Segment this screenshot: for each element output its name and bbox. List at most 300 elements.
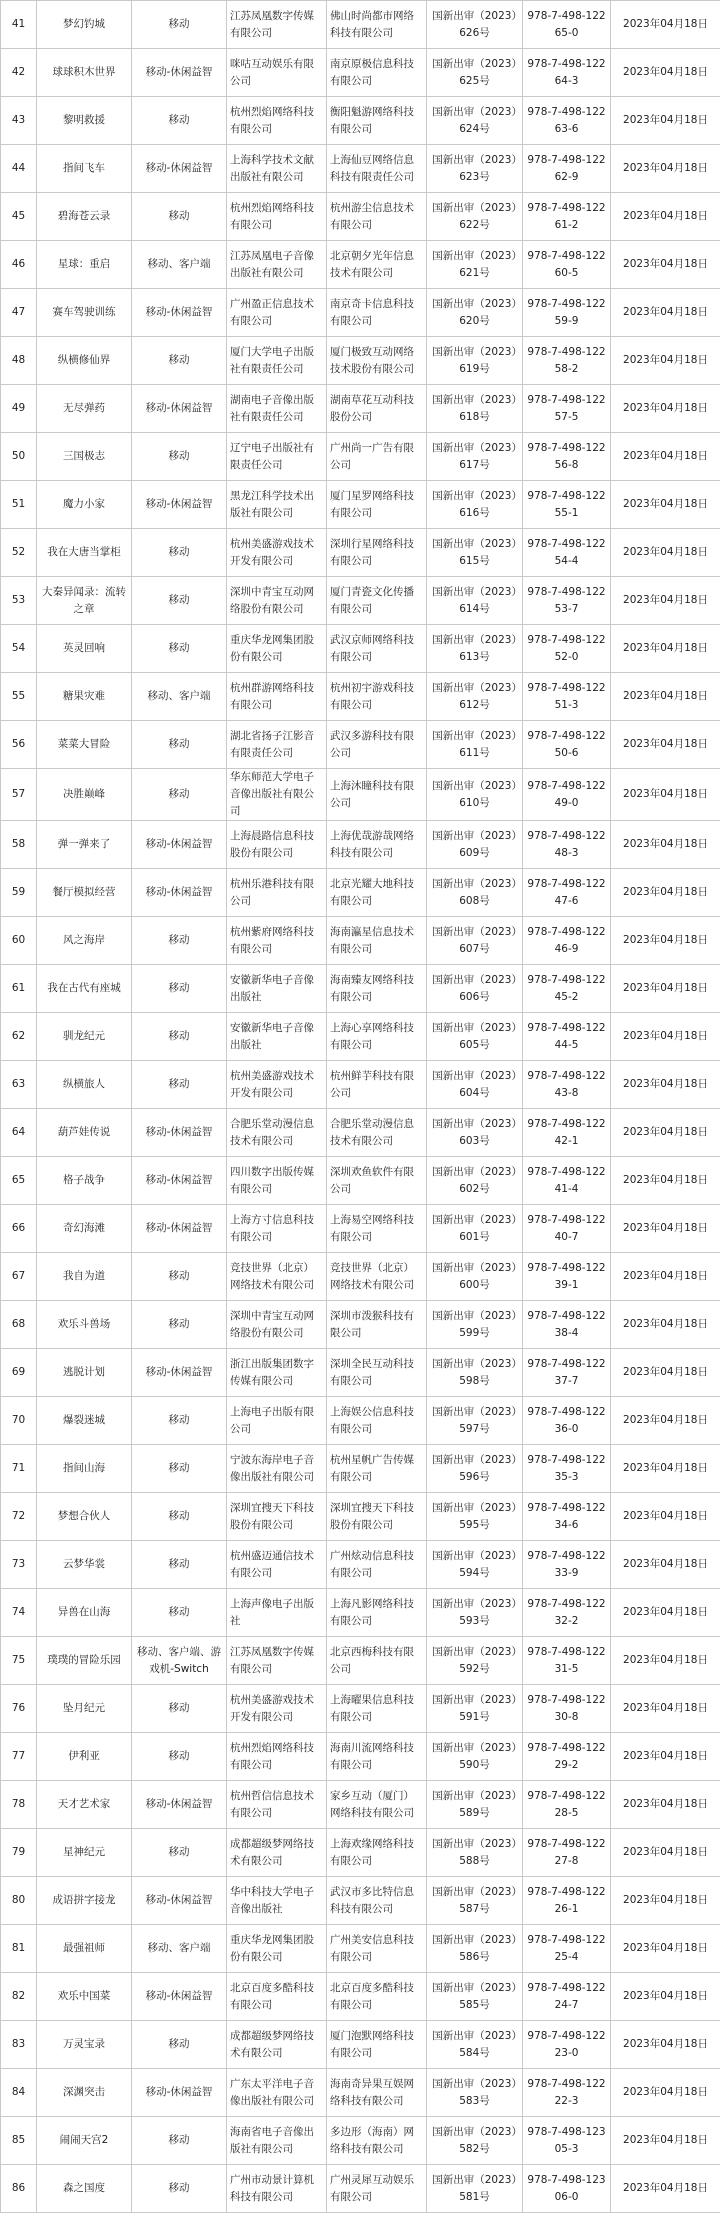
approval-date-cell: 2023年04月18日 bbox=[611, 1109, 720, 1157]
approval-number-cell: 国新出审（2023）594号 bbox=[427, 1541, 523, 1589]
isbn-cell: 978-7-498-12259-9 bbox=[523, 289, 611, 337]
approval-number-cell: 国新出审（2023）608号 bbox=[427, 869, 523, 917]
approval-date-cell: 2023年04月18日 bbox=[611, 869, 720, 917]
game-name-cell: 球球积木世界 bbox=[37, 49, 132, 97]
publisher-cell: 辽宁电子出版社有限责任公司 bbox=[227, 433, 327, 481]
category-cell: 移动 bbox=[132, 1493, 227, 1541]
serial-number-cell: 81 bbox=[1, 1925, 37, 1973]
approval-number-cell: 国新出审（2023）596号 bbox=[427, 1445, 523, 1493]
approval-date-cell: 2023年04月18日 bbox=[611, 721, 720, 769]
serial-number-cell: 50 bbox=[1, 433, 37, 481]
game-name-cell: 英灵回响 bbox=[37, 625, 132, 673]
approval-number-cell: 国新出审（2023）590号 bbox=[427, 1733, 523, 1781]
operator-cell: 北京光耀大地科技有限公司 bbox=[327, 869, 427, 917]
game-name-cell: 格子战争 bbox=[37, 1157, 132, 1205]
category-cell: 移动 bbox=[132, 1013, 227, 1061]
operator-cell: 竞技世界（北京）网络技术有限公司 bbox=[327, 1253, 427, 1301]
approval-number-cell: 国新出审（2023）622号 bbox=[427, 193, 523, 241]
isbn-cell: 978-7-498-12306-0 bbox=[523, 2165, 611, 2213]
table-row bbox=[1, 2117, 720, 2165]
isbn-cell: 978-7-498-12234-6 bbox=[523, 1493, 611, 1541]
category-cell: 移动 bbox=[132, 625, 227, 673]
category-cell: 移动 bbox=[132, 721, 227, 769]
operator-cell: 上海沐瞳科技有限公司 bbox=[327, 769, 427, 821]
isbn-cell: 978-7-498-12231-5 bbox=[523, 1637, 611, 1685]
operator-cell: 多边形（海南）网络科技有限公司 bbox=[327, 2117, 427, 2165]
serial-number-cell: 65 bbox=[1, 1157, 37, 1205]
operator-cell: 上海易空网络科技有限公司 bbox=[327, 1205, 427, 1253]
approval-number-cell: 国新出审（2023）609号 bbox=[427, 821, 523, 869]
category-cell: 移动-休闲益智 bbox=[132, 1349, 227, 1397]
approval-number-cell: 国新出审（2023）602号 bbox=[427, 1157, 523, 1205]
approval-date-cell: 2023年04月18日 bbox=[611, 1637, 720, 1685]
serial-number-cell: 42 bbox=[1, 49, 37, 97]
approval-date-cell: 2023年04月18日 bbox=[611, 1205, 720, 1253]
approval-number-cell: 国新出审（2023）607号 bbox=[427, 917, 523, 965]
isbn-cell: 978-7-498-12263-6 bbox=[523, 97, 611, 145]
game-name-cell: 无尽弹药 bbox=[37, 385, 132, 433]
category-cell: 移动-休闲益智 bbox=[132, 1205, 227, 1253]
operator-cell: 广州尚一广告有限公司 bbox=[327, 433, 427, 481]
table-row bbox=[1, 1, 720, 49]
isbn-cell: 978-7-498-12248-3 bbox=[523, 821, 611, 869]
table-row bbox=[1, 1109, 720, 1157]
approval-number-cell: 国新出审（2023）610号 bbox=[427, 769, 523, 821]
serial-number-cell: 53 bbox=[1, 577, 37, 625]
game-name-cell: 魔力小家 bbox=[37, 481, 132, 529]
isbn-cell: 978-7-498-12223-0 bbox=[523, 2021, 611, 2069]
category-cell: 移动 bbox=[132, 577, 227, 625]
table-row bbox=[1, 2021, 720, 2069]
category-cell: 移动-休闲益智 bbox=[132, 145, 227, 193]
operator-cell: 武汉京师网络科技有限公司 bbox=[327, 625, 427, 673]
table-row bbox=[1, 529, 720, 577]
isbn-cell: 978-7-498-12242-1 bbox=[523, 1109, 611, 1157]
isbn-cell: 978-7-498-12251-3 bbox=[523, 673, 611, 721]
category-cell: 移动-休闲益智 bbox=[132, 385, 227, 433]
category-cell: 移动 bbox=[132, 1445, 227, 1493]
isbn-cell: 978-7-498-12257-5 bbox=[523, 385, 611, 433]
category-cell: 移动 bbox=[132, 97, 227, 145]
approval-number-cell: 国新出审（2023）616号 bbox=[427, 481, 523, 529]
isbn-cell: 978-7-498-12264-3 bbox=[523, 49, 611, 97]
serial-number-cell: 55 bbox=[1, 673, 37, 721]
approval-date-cell: 2023年04月18日 bbox=[611, 1589, 720, 1637]
category-cell: 移动 bbox=[132, 1301, 227, 1349]
operator-cell: 杭州鲜芋科技有限公司 bbox=[327, 1061, 427, 1109]
isbn-cell: 978-7-498-12227-8 bbox=[523, 1829, 611, 1877]
serial-number-cell: 79 bbox=[1, 1829, 37, 1877]
isbn-cell: 978-7-498-12241-4 bbox=[523, 1157, 611, 1205]
isbn-cell: 978-7-498-12249-0 bbox=[523, 769, 611, 821]
operator-cell: 上海曜果信息科技有限公司 bbox=[327, 1685, 427, 1733]
publisher-cell: 杭州美盛游戏技术开发有限公司 bbox=[227, 529, 327, 577]
approval-date-cell: 2023年04月18日 bbox=[611, 145, 720, 193]
publisher-cell: 广州市动景计算机科技有限公司 bbox=[227, 2165, 327, 2213]
approval-number-cell: 国新出审（2023）600号 bbox=[427, 1253, 523, 1301]
isbn-cell: 978-7-498-12256-8 bbox=[523, 433, 611, 481]
publisher-cell: 深圳宜搜天下科技股份有限公司 bbox=[227, 1493, 327, 1541]
game-name-cell: 风之海岸 bbox=[37, 917, 132, 965]
approval-number-cell: 国新出审（2023）604号 bbox=[427, 1061, 523, 1109]
approval-number-cell: 国新出审（2023）623号 bbox=[427, 145, 523, 193]
approval-number-cell: 国新出审（2023）584号 bbox=[427, 2021, 523, 2069]
operator-cell: 广州美安信息科技有限公司 bbox=[327, 1925, 427, 1973]
category-cell: 移动 bbox=[132, 917, 227, 965]
operator-cell: 北京朝夕光年信息技术有限公司 bbox=[327, 241, 427, 289]
isbn-cell: 978-7-498-12253-7 bbox=[523, 577, 611, 625]
category-cell: 移动-休闲益智 bbox=[132, 49, 227, 97]
game-name-cell: 云梦华裳 bbox=[37, 1541, 132, 1589]
serial-number-cell: 41 bbox=[1, 1, 37, 49]
publisher-cell: 上海晨路信息科技股份有限公司 bbox=[227, 821, 327, 869]
serial-number-cell: 48 bbox=[1, 337, 37, 385]
table-row bbox=[1, 1301, 720, 1349]
approval-date-cell: 2023年04月18日 bbox=[611, 481, 720, 529]
category-cell: 移动 bbox=[132, 337, 227, 385]
serial-number-cell: 52 bbox=[1, 529, 37, 577]
publisher-cell: 杭州美盛游戏技术开发有限公司 bbox=[227, 1061, 327, 1109]
isbn-cell: 978-7-498-12236-0 bbox=[523, 1397, 611, 1445]
operator-cell: 厦门青瓷文化传播有限公司 bbox=[327, 577, 427, 625]
approval-date-cell: 2023年04月18日 bbox=[611, 337, 720, 385]
approval-number-cell: 国新出审（2023）614号 bbox=[427, 577, 523, 625]
operator-cell: 佛山时尚都市网络科技有限公司 bbox=[327, 1, 427, 49]
approval-date-cell: 2023年04月18日 bbox=[611, 1733, 720, 1781]
approval-date-cell: 2023年04月18日 bbox=[611, 1493, 720, 1541]
game-name-cell: 我自为道 bbox=[37, 1253, 132, 1301]
approval-date-cell: 2023年04月18日 bbox=[611, 49, 720, 97]
publisher-cell: 四川数字出版传媒有限公司 bbox=[227, 1157, 327, 1205]
category-cell: 移动 bbox=[132, 2021, 227, 2069]
publisher-cell: 深圳中青宝互动网络股份有限公司 bbox=[227, 577, 327, 625]
approval-date-cell: 2023年04月18日 bbox=[611, 1877, 720, 1925]
game-name-cell: 欢乐斗兽场 bbox=[37, 1301, 132, 1349]
publisher-cell: 咪咕互动娱乐有限公司 bbox=[227, 49, 327, 97]
operator-cell: 杭州游尘信息技术有限公司 bbox=[327, 193, 427, 241]
approval-number-cell: 国新出审（2023）626号 bbox=[427, 1, 523, 49]
isbn-cell: 978-7-498-12240-7 bbox=[523, 1205, 611, 1253]
category-cell: 移动 bbox=[132, 2117, 227, 2165]
serial-number-cell: 69 bbox=[1, 1349, 37, 1397]
approval-date-cell: 2023年04月18日 bbox=[611, 1541, 720, 1589]
approval-number-cell: 国新出审（2023）624号 bbox=[427, 97, 523, 145]
approval-date-cell: 2023年04月18日 bbox=[611, 1061, 720, 1109]
approval-date-cell: 2023年04月18日 bbox=[611, 385, 720, 433]
game-name-cell: 指间飞车 bbox=[37, 145, 132, 193]
operator-cell: 深圳宜搜天下科技股份有限公司 bbox=[327, 1493, 427, 1541]
game-name-cell: 纵横修仙界 bbox=[37, 337, 132, 385]
publisher-cell: 上海电子出版有限公司 bbox=[227, 1397, 327, 1445]
serial-number-cell: 82 bbox=[1, 1973, 37, 2021]
table-row bbox=[1, 1493, 720, 1541]
operator-cell: 厦门泡默网络科技有限公司 bbox=[327, 2021, 427, 2069]
isbn-cell: 978-7-498-12244-5 bbox=[523, 1013, 611, 1061]
table-row bbox=[1, 1685, 720, 1733]
operator-cell: 深圳全民互动科技有限公司 bbox=[327, 1349, 427, 1397]
isbn-cell: 978-7-498-12225-4 bbox=[523, 1925, 611, 1973]
serial-number-cell: 71 bbox=[1, 1445, 37, 1493]
isbn-cell: 978-7-498-12239-1 bbox=[523, 1253, 611, 1301]
category-cell: 移动 bbox=[132, 1541, 227, 1589]
game-name-cell: 葫芦娃传说 bbox=[37, 1109, 132, 1157]
approval-date-cell: 2023年04月18日 bbox=[611, 1, 720, 49]
approval-table-body bbox=[1, 1, 720, 2213]
game-name-cell: 森之国度 bbox=[37, 2165, 132, 2213]
approval-number-cell: 国新出审（2023）625号 bbox=[427, 49, 523, 97]
approval-number-cell: 国新出审（2023）612号 bbox=[427, 673, 523, 721]
publisher-cell: 杭州美盛游戏技术开发有限公司 bbox=[227, 1685, 327, 1733]
approval-number-cell: 国新出审（2023）587号 bbox=[427, 1877, 523, 1925]
operator-cell: 北京百度多酷科技有限公司 bbox=[327, 1973, 427, 2021]
game-name-cell: 天才艺术家 bbox=[37, 1781, 132, 1829]
table-row bbox=[1, 1541, 720, 1589]
game-name-cell: 弹一弹来了 bbox=[37, 821, 132, 869]
game-name-cell: 驯龙纪元 bbox=[37, 1013, 132, 1061]
game-name-cell: 我在古代有座城 bbox=[37, 965, 132, 1013]
table-row bbox=[1, 97, 720, 145]
publisher-cell: 竞技世界（北京）网络技术有限公司 bbox=[227, 1253, 327, 1301]
category-cell: 移动、客户端 bbox=[132, 241, 227, 289]
game-name-cell: 三国极志 bbox=[37, 433, 132, 481]
operator-cell: 海南瀛星信息技术有限公司 bbox=[327, 917, 427, 965]
serial-number-cell: 54 bbox=[1, 625, 37, 673]
approval-date-cell: 2023年04月18日 bbox=[611, 1253, 720, 1301]
game-name-cell: 碧海苍云录 bbox=[37, 193, 132, 241]
isbn-cell: 978-7-498-12228-5 bbox=[523, 1781, 611, 1829]
category-cell: 移动-休闲益智 bbox=[132, 1781, 227, 1829]
publisher-cell: 宁波东海岸电子音像出版社有限公司 bbox=[227, 1445, 327, 1493]
operator-cell: 广州灵犀互动娱乐有限公司 bbox=[327, 2165, 427, 2213]
isbn-cell: 978-7-498-12230-8 bbox=[523, 1685, 611, 1733]
category-cell: 移动 bbox=[132, 433, 227, 481]
category-cell: 移动、客户端、游戏机-Switch bbox=[132, 1637, 227, 1685]
approval-date-cell: 2023年04月18日 bbox=[611, 1781, 720, 1829]
approval-date-cell: 2023年04月18日 bbox=[611, 821, 720, 869]
game-name-cell: 奇幻海滩 bbox=[37, 1205, 132, 1253]
category-cell: 移动 bbox=[132, 769, 227, 821]
table-row bbox=[1, 965, 720, 1013]
publisher-cell: 成都超级梦网络技术有限公司 bbox=[227, 1829, 327, 1877]
publisher-cell: 广东太平洋电子音像出版社有限公司 bbox=[227, 2069, 327, 2117]
publisher-cell: 深圳中青宝互动网络股份有限公司 bbox=[227, 1301, 327, 1349]
serial-number-cell: 67 bbox=[1, 1253, 37, 1301]
game-name-cell: 爆裂迷城 bbox=[37, 1397, 132, 1445]
approval-date-cell: 2023年04月18日 bbox=[611, 1445, 720, 1493]
approval-number-cell: 国新出审（2023）593号 bbox=[427, 1589, 523, 1637]
operator-cell: 厦门极致互动网络技术股份有限公司 bbox=[327, 337, 427, 385]
publisher-cell: 湖南电子音像出版社有限责任公司 bbox=[227, 385, 327, 433]
game-name-cell: 逃脱计划 bbox=[37, 1349, 132, 1397]
approval-number-cell: 国新出审（2023）613号 bbox=[427, 625, 523, 673]
approval-number-cell: 国新出审（2023）599号 bbox=[427, 1301, 523, 1349]
category-cell: 移动 bbox=[132, 1253, 227, 1301]
operator-cell: 武汉市多比特信息科技有限公司 bbox=[327, 1877, 427, 1925]
operator-cell: 厦门星罗网络科技有限公司 bbox=[327, 481, 427, 529]
category-cell: 移动-休闲益智 bbox=[132, 1109, 227, 1157]
serial-number-cell: 59 bbox=[1, 869, 37, 917]
publisher-cell: 杭州哲信信息技术有限公司 bbox=[227, 1781, 327, 1829]
publisher-cell: 江苏凤凰电子音像出版社有限公司 bbox=[227, 241, 327, 289]
serial-number-cell: 61 bbox=[1, 965, 37, 1013]
isbn-cell: 978-7-498-12265-0 bbox=[523, 1, 611, 49]
publisher-cell: 重庆华龙网集团股份有限公司 bbox=[227, 625, 327, 673]
game-name-cell: 最强祖师 bbox=[37, 1925, 132, 1973]
table-row bbox=[1, 337, 720, 385]
approval-number-cell: 国新出审（2023）597号 bbox=[427, 1397, 523, 1445]
publisher-cell: 江苏凤凰数字传媒有限公司 bbox=[227, 1, 327, 49]
approval-number-cell: 国新出审（2023）581号 bbox=[427, 2165, 523, 2213]
publisher-cell: 北京百度多酷科技有限公司 bbox=[227, 1973, 327, 2021]
category-cell: 移动-休闲益智 bbox=[132, 869, 227, 917]
category-cell: 移动-休闲益智 bbox=[132, 481, 227, 529]
isbn-cell: 978-7-498-12233-9 bbox=[523, 1541, 611, 1589]
approval-number-cell: 国新出审（2023）582号 bbox=[427, 2117, 523, 2165]
isbn-cell: 978-7-498-12250-6 bbox=[523, 721, 611, 769]
serial-number-cell: 84 bbox=[1, 2069, 37, 2117]
isbn-cell: 978-7-498-12245-2 bbox=[523, 965, 611, 1013]
game-name-cell: 闹闹天宫2 bbox=[37, 2117, 132, 2165]
approval-number-cell: 国新出审（2023）620号 bbox=[427, 289, 523, 337]
isbn-cell: 978-7-498-12261-2 bbox=[523, 193, 611, 241]
approval-number-cell: 国新出审（2023）601号 bbox=[427, 1205, 523, 1253]
game-name-cell: 成语拼字接龙 bbox=[37, 1877, 132, 1925]
publisher-cell: 浙江出版集团数字传媒有限公司 bbox=[227, 1349, 327, 1397]
table-row bbox=[1, 1013, 720, 1061]
category-cell: 移动-休闲益智 bbox=[132, 289, 227, 337]
category-cell: 移动 bbox=[132, 1397, 227, 1445]
isbn-cell: 978-7-498-12232-2 bbox=[523, 1589, 611, 1637]
table-row bbox=[1, 49, 720, 97]
table-row bbox=[1, 289, 720, 337]
table-row bbox=[1, 433, 720, 481]
table-row bbox=[1, 625, 720, 673]
table-row bbox=[1, 1925, 720, 1973]
game-name-cell: 伊利亚 bbox=[37, 1733, 132, 1781]
publisher-cell: 上海科学技术文献出版社有限公司 bbox=[227, 145, 327, 193]
operator-cell: 南京奇卡信息科技有限公司 bbox=[327, 289, 427, 337]
serial-number-cell: 70 bbox=[1, 1397, 37, 1445]
approval-date-cell: 2023年04月18日 bbox=[611, 577, 720, 625]
serial-number-cell: 77 bbox=[1, 1733, 37, 1781]
table-row bbox=[1, 145, 720, 193]
serial-number-cell: 74 bbox=[1, 1589, 37, 1637]
game-name-cell: 纵横旅人 bbox=[37, 1061, 132, 1109]
approval-date-cell: 2023年04月18日 bbox=[611, 1973, 720, 2021]
publisher-cell: 安徽新华电子音像出版社 bbox=[227, 965, 327, 1013]
publisher-cell: 厦门大学电子出版社有限责任公司 bbox=[227, 337, 327, 385]
approval-number-cell: 国新出审（2023）591号 bbox=[427, 1685, 523, 1733]
table-row bbox=[1, 2165, 720, 2213]
isbn-cell: 978-7-498-12226-1 bbox=[523, 1877, 611, 1925]
publisher-cell: 合肥乐堂动漫信息技术有限公司 bbox=[227, 1109, 327, 1157]
category-cell: 移动 bbox=[132, 1589, 227, 1637]
serial-number-cell: 63 bbox=[1, 1061, 37, 1109]
category-cell: 移动 bbox=[132, 193, 227, 241]
table-row bbox=[1, 577, 720, 625]
isbn-cell: 978-7-498-12243-8 bbox=[523, 1061, 611, 1109]
serial-number-cell: 46 bbox=[1, 241, 37, 289]
category-cell: 移动-休闲益智 bbox=[132, 821, 227, 869]
approval-date-cell: 2023年04月18日 bbox=[611, 289, 720, 337]
category-cell: 移动 bbox=[132, 965, 227, 1013]
operator-cell: 上海娱公信息科技有限公司 bbox=[327, 1397, 427, 1445]
approval-date-cell: 2023年04月18日 bbox=[611, 241, 720, 289]
approval-date-cell: 2023年04月18日 bbox=[611, 1301, 720, 1349]
serial-number-cell: 73 bbox=[1, 1541, 37, 1589]
serial-number-cell: 44 bbox=[1, 145, 37, 193]
category-cell: 移动-休闲益智 bbox=[132, 1157, 227, 1205]
publisher-cell: 重庆华龙网集团股份有限公司 bbox=[227, 1925, 327, 1973]
operator-cell: 杭州星帆广告传媒有限公司 bbox=[327, 1445, 427, 1493]
serial-number-cell: 62 bbox=[1, 1013, 37, 1061]
table-row bbox=[1, 1349, 720, 1397]
publisher-cell: 杭州紫府网络科技有限公司 bbox=[227, 917, 327, 965]
serial-number-cell: 68 bbox=[1, 1301, 37, 1349]
operator-cell: 合肥乐堂动漫信息技术有限公司 bbox=[327, 1109, 427, 1157]
isbn-cell: 978-7-498-12252-0 bbox=[523, 625, 611, 673]
game-name-cell: 赛车驾驶训练 bbox=[37, 289, 132, 337]
table-row bbox=[1, 193, 720, 241]
game-name-cell: 餐厅模拟经营 bbox=[37, 869, 132, 917]
operator-cell: 深圳市泼猴科技有限公司 bbox=[327, 1301, 427, 1349]
operator-cell: 海南川流网络科技有限公司 bbox=[327, 1733, 427, 1781]
approval-date-cell: 2023年04月18日 bbox=[611, 1013, 720, 1061]
table-row bbox=[1, 1061, 720, 1109]
table-row bbox=[1, 917, 720, 965]
category-cell: 移动、客户端 bbox=[132, 673, 227, 721]
game-name-cell: 璞璞的冒险乐园 bbox=[37, 1637, 132, 1685]
serial-number-cell: 76 bbox=[1, 1685, 37, 1733]
category-cell: 移动 bbox=[132, 529, 227, 577]
publisher-cell: 上海方寸信息科技有限公司 bbox=[227, 1205, 327, 1253]
category-cell: 移动-休闲益智 bbox=[132, 1973, 227, 2021]
operator-cell: 海南臻友网络科技有限公司 bbox=[327, 965, 427, 1013]
serial-number-cell: 72 bbox=[1, 1493, 37, 1541]
publisher-cell: 江苏凤凰数字传媒有限公司 bbox=[227, 1637, 327, 1685]
publisher-cell: 杭州乐港科技有限公司 bbox=[227, 869, 327, 917]
isbn-cell: 978-7-498-12260-5 bbox=[523, 241, 611, 289]
table-row bbox=[1, 241, 720, 289]
game-name-cell: 大秦异闻录：流转之章 bbox=[37, 577, 132, 625]
approval-date-cell: 2023年04月18日 bbox=[611, 625, 720, 673]
operator-cell: 湖南草花互动科技股份公司 bbox=[327, 385, 427, 433]
publisher-cell: 黑龙江科学技术出版社有限公司 bbox=[227, 481, 327, 529]
operator-cell: 上海欢缘网络科技有限公司 bbox=[327, 1829, 427, 1877]
table-row bbox=[1, 1397, 720, 1445]
publisher-cell: 杭州烈焰网络科技有限公司 bbox=[227, 193, 327, 241]
serial-number-cell: 75 bbox=[1, 1637, 37, 1685]
table-row bbox=[1, 1253, 720, 1301]
table-row bbox=[1, 769, 720, 821]
operator-cell: 广州炫动信息科技有限公司 bbox=[327, 1541, 427, 1589]
serial-number-cell: 58 bbox=[1, 821, 37, 869]
approval-number-cell: 国新出审（2023）588号 bbox=[427, 1829, 523, 1877]
approval-date-cell: 2023年04月18日 bbox=[611, 1157, 720, 1205]
approval-number-cell: 国新出审（2023）598号 bbox=[427, 1349, 523, 1397]
approval-number-cell: 国新出审（2023）595号 bbox=[427, 1493, 523, 1541]
publisher-cell: 上海声像电子出版社 bbox=[227, 1589, 327, 1637]
approval-date-cell: 2023年04月18日 bbox=[611, 97, 720, 145]
category-cell: 移动 bbox=[132, 1061, 227, 1109]
game-name-cell: 糖果灾难 bbox=[37, 673, 132, 721]
serial-number-cell: 43 bbox=[1, 97, 37, 145]
approval-number-cell: 国新出审（2023）621号 bbox=[427, 241, 523, 289]
publisher-cell: 湖北省扬子江影音有限责任公司 bbox=[227, 721, 327, 769]
publisher-cell: 杭州群游网络科技有限公司 bbox=[227, 673, 327, 721]
publisher-cell: 华东师范大学电子音像出版社有限公司 bbox=[227, 769, 327, 821]
serial-number-cell: 57 bbox=[1, 769, 37, 821]
